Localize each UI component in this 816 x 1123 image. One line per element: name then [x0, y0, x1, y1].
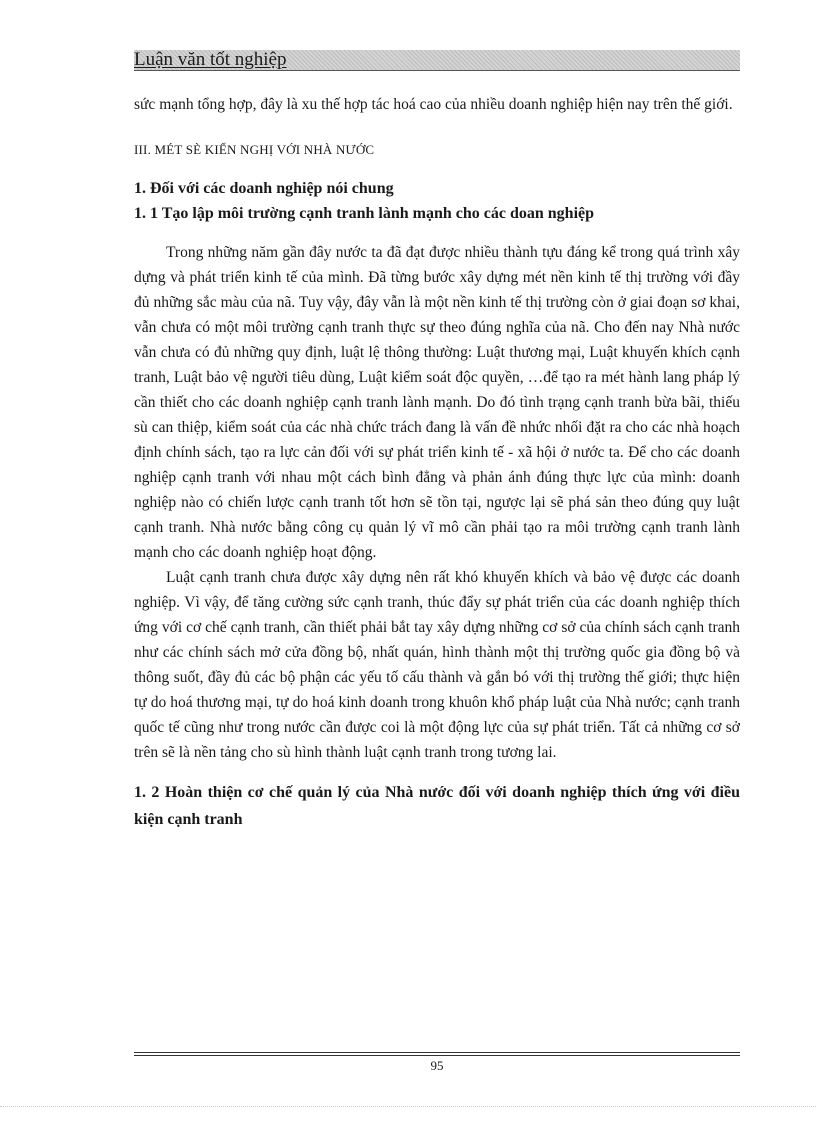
- footer-rule-top: [134, 1052, 740, 1053]
- running-header-title: Luận văn tốt nghiệp: [134, 49, 287, 70]
- section-heading: III. MÉT SÈ KIẾN NGHỊ VỚI NHÀ NƯỚC: [134, 142, 375, 157]
- body-paragraph-2: Luật cạnh tranh chưa được xây dựng nên rất khó khuyến khích và bảo vệ được các doanh nghiệp. Vì vậy, để tăng cường sức cạnh tranh, thúc đẩy sự phát triển của các doanh nghiệp thích ứng với cơ chế cạnh tranh, cần thiết phải bắt tay xây dựng những cơ sở của chính sách cạnh tranh như các chính sách mở cửa đồng bộ, nhất quán, hình thành một thị trường quốc gia đồng bộ và thông suốt, đầy đủ các bộ phận các yếu tố cấu thành và gắn bó với thị trường thế giới; thực hiện tự do hoá thương mại, tự do hoá kinh doanh trong khuôn khổ pháp luật của Nhà nước; cạnh tranh quốc tế cũng như trong nước cần được coi là một động lực của sự phát triển. Tất cả những cơ sở trên sẽ là nền tảng cho sù hình thành luật cạnh tranh trong tương lai.: [134, 569, 740, 761]
- page-number: 95: [430, 1058, 444, 1073]
- heading-1-1: 1. 1 Tạo lập môi trường cạnh tranh lành mạnh cho các doan nghiệp: [134, 205, 595, 222]
- heading-1-2: 1. 2 Hoàn thiện cơ chế quản lý của Nhà nước đối với doanh nghiệp thích ứng với điều kiện cạnh tranh: [134, 784, 740, 828]
- page-content: [134, 92, 740, 833]
- continuation-paragraph: sức mạnh tổng hợp, đây là xu thế hợp tác hoá cao của nhiều doanh nghiệp hiện nay trên thế giới.: [134, 96, 733, 113]
- page-bottom-dotted-edge: [0, 1106, 816, 1107]
- heading-level-1: 1. Đối với các doanh nghiệp nói chung: [134, 180, 394, 197]
- body-paragraph-1: Trong những năm gần đây nước ta đã đạt được nhiều thành tựu đáng kể trong quá trình xây dựng và phát triển kinh tế của mình. Đã từng bước xây dựng mét nền kinh tế thị trường với đầy đủ những sắc màu của nã. Tuy vậy, đây vẫn là một nền kinh tế thị trường còn ở giai đoạn sơ khai, vẫn chưa có một môi trường cạnh tranh thực sự theo đúng nghĩa của nã. Cho đến nay Nhà nước vẫn chưa có đủ những quy định, luật lệ thông thường: Luật thương mại, Luật khuyến khích cạnh tranh, Luật bảo vệ người tiêu dùng, Luật kiểm soát độc quyền, …để tạo ra mét hành lang pháp lý cần thiết cho các doanh nghiệp cạnh tranh lành mạnh. Do đó tình trạng cạnh tranh bừa bãi, thiếu sù can thiệp, kiểm soát của các nhà chức trách đang là vấn đề nhức nhối đặt ra cho các nhà hoạch định chính sách, tạo ra lực cản đối với sự phát triển kinh tế - xã hội ở nước ta. Để cho các doanh nghiệp cạnh tranh với nhau một cách bình đẳng và phản ánh đúng thực lực của mình: doanh nghiệp nào có chiến lược cạnh tranh tốt hơn sẽ tồn tại, ngược lại sẽ phá sản theo đúng quy luật cạnh tranh. Nhà nước bằng công cụ quản lý vĩ mô cần phải tạo ra môi trường cạnh tranh lành mạnh cho các doanh nghiệp hoạt động.: [134, 244, 740, 561]
- footer-rule-bottom: [134, 1055, 740, 1056]
